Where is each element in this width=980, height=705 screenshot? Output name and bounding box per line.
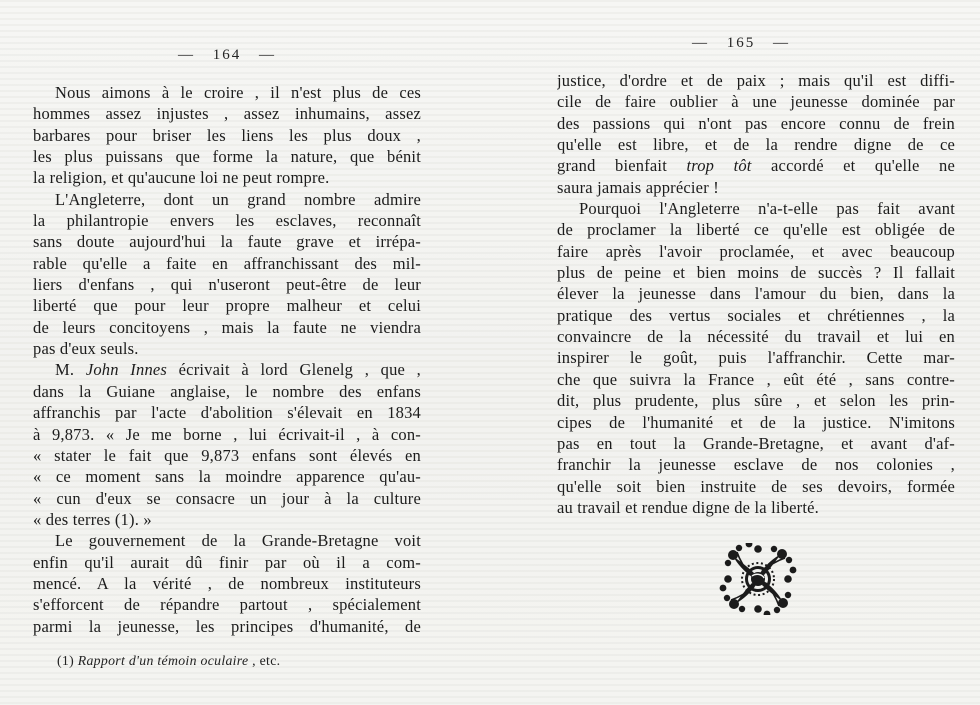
text-line: de leurs concitoyens , mais la faute ne viendra [33,317,421,337]
text-line: affranchis par l'acte d'abolition s'élevait en 1834 [33,403,421,423]
text-line: saura jamais apprécier ! [557,177,719,197]
text-line: qu'elle soit bien instruite de ses devoirs, formée [557,476,955,496]
text-line: franchir la jeunesse esclave de nos colonies , [557,455,955,475]
text-line: cipes de l'humanité et de la justice. N'imitons [557,412,955,432]
text-line: la philantropie envers les esclaves, reconnaît [33,211,421,231]
text-line: à 9,873. « Je me borne , lui écrivait-il , à con- [33,424,421,444]
text-line: inspirer le goût, puis l'affranchir. Cette mar- [557,348,955,368]
text-line: Le gouvernement de la Grande-Bretagne voit [55,531,421,551]
page-164-text [33,82,421,637]
text-line: M. John Innes écrivait à lord Glenelg , que , [55,360,421,380]
page-164 [33,46,421,670]
text-line: s'efforcent de répandre partout , spécialement [33,595,421,615]
text-line: convaincre de la nécessité du travail et lui en [557,327,955,347]
text-line: « stater le fait que 9,873 enfans sont élevés en [33,445,421,465]
text-line: des passions qui n'ont pas encore connu de frein [557,113,955,133]
text-line: de proclamer la liberté ce qu'elle est obligée de [557,220,955,240]
text-line: parmi la jeunesse, les principes d'humanité, de [33,616,421,636]
text-line: Pourquoi l'Angleterre n'a-t-elle pas fait avant [579,199,955,219]
page-165 [557,34,955,615]
text-line: dit, plus prudente, plus sûre , et selon les prin- [557,391,955,411]
text-line: pas en tout la Grande-Bretagne, et avant d'af- [557,433,955,453]
text-line: faire après l'avoir proclamée, et avec beaucoup [557,241,955,261]
text-line: che que suivra la France , eût été , sans contre- [557,369,955,389]
text-line: Nous aimons à le croire , il n'est plus de ces [55,83,421,102]
text-line: « des terres (1). » [33,509,152,529]
text-line: hommes assez injustes , assez inhumains, assez [33,104,421,124]
page-number-header: — 165 — [692,35,790,51]
footnote: (1) Rapport d'un témoin oculaire , etc. [57,652,281,668]
text-line: dans la Guiane anglaise, le nombre des enfans [33,381,421,401]
text-line: liers d'enfans , qui n'useront peut-être de leur [33,275,421,295]
text-line: liberté que pour leur propre malheur et celui [33,296,421,316]
text-line: « ce moment sans la moindre apparence qu'au- [33,467,421,487]
text-line: au travail et rendue digne de la liberté. [557,497,820,517]
text-line: pratique des vertus sociales et chrétiennes , la [557,305,955,325]
text-line: « cun d'eux se consacre un jour à la culture [33,488,421,508]
text-line: mencé. A la vérité , de nombreux instituteurs [33,573,421,593]
text-line: barbares pour briser les liens les plus doux , [33,125,421,145]
text-line: L'Angleterre, dont un grand nombre admire [55,189,421,209]
page-number-header: — 164 — [178,47,276,63]
text-line: les plus puissans que forme la nature, que bénit [33,147,421,167]
text-line: qu'elle est libre, et de la rendre digne de ce [557,135,955,155]
printer-fleuron-icon [718,543,798,615]
text-line: cile de faire oublier à une jeunesse dominée par [557,92,955,112]
text-line: pas d'eux seuls. [33,339,139,359]
text-line: plus de peine et bien moins de succès ? Il fallait [557,263,955,283]
page-165-text [557,70,955,518]
text-line: sans doute aujourd'hui la faute grave et irrépa- [33,232,421,252]
text-line: élever la jeunesse dans l'amour du bien, dans la [557,284,955,304]
text-line: enfin qu'il aurait dû finir par où il a com- [33,552,421,572]
text-line: rable qu'elle a faite en affranchissant des mil- [33,253,421,273]
text-line: la religion, et qu'aucune loi ne peut rompre. [33,168,330,188]
text-line: justice, d'ordre et de paix ; mais qu'il est diffi- [557,71,955,90]
text-line: grand bienfait trop tôt accordé et qu'elle ne [557,156,955,176]
